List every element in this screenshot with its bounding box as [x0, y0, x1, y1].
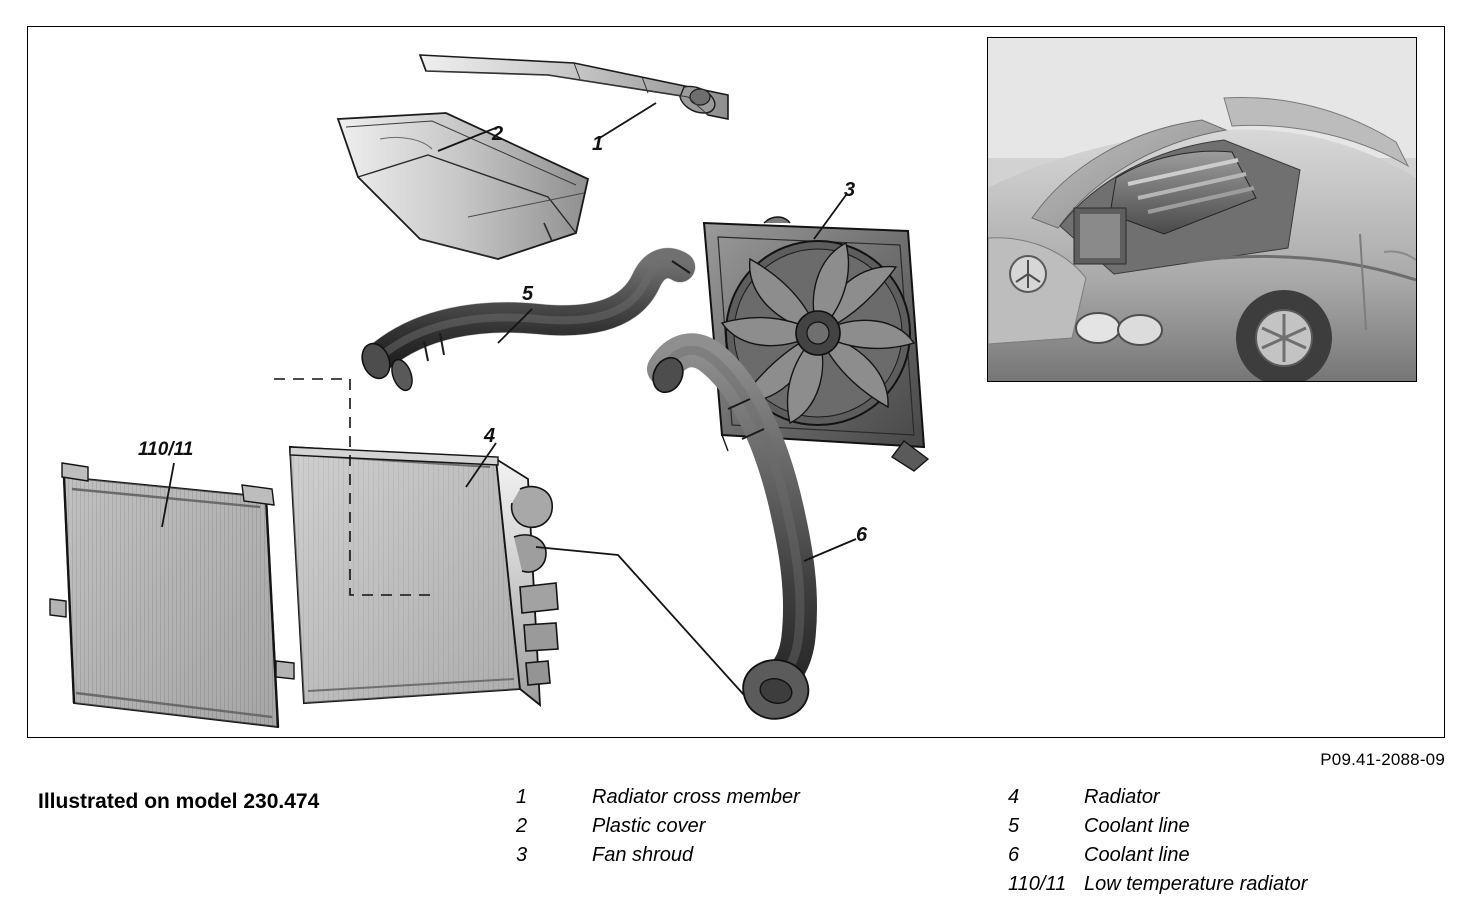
legend-label: Fan shroud	[592, 844, 694, 866]
legend-key: 2	[516, 815, 528, 837]
legend-key: 1	[516, 786, 528, 808]
legend-key: 3	[516, 844, 528, 866]
part-coolant-line-upper	[357, 261, 690, 393]
legend-key: 6	[1008, 844, 1020, 866]
legend-item	[1008, 815, 1307, 844]
legend-label: Radiator cross member	[592, 786, 800, 808]
callout-1: 1	[592, 133, 604, 155]
legend-key: 110/11	[1008, 873, 1067, 895]
callout-3: 3	[844, 179, 856, 201]
legend-label: Coolant line	[1084, 844, 1190, 866]
legend-key: 5	[1008, 815, 1020, 837]
legend-label: Plastic cover	[592, 815, 706, 837]
engine-bay-photo	[987, 37, 1417, 382]
callout-4: 4	[484, 425, 496, 447]
legend-item	[1008, 786, 1307, 815]
figure-frame	[27, 26, 1445, 738]
callout-110-11: 110/11	[138, 439, 194, 460]
callout-2: 2	[492, 123, 504, 145]
figure-id-code: P09.41-2088-09	[1320, 750, 1445, 769]
legend	[0, 780, 1472, 910]
model-note: Illustrated on model 230.474	[38, 790, 320, 813]
legend-item	[1008, 873, 1307, 902]
legend-column-right	[1008, 786, 1307, 902]
part-radiator	[274, 379, 558, 705]
legend-column-left	[516, 786, 800, 873]
legend-label: Coolant line	[1084, 815, 1190, 837]
callout-5: 5	[522, 283, 534, 305]
callout-6: 6	[856, 524, 868, 546]
part-low-temperature-radiator	[50, 463, 294, 727]
legend-item	[516, 786, 800, 815]
legend-item	[516, 815, 800, 844]
part-fan-shroud	[704, 217, 928, 471]
legend-label: Radiator	[1084, 786, 1160, 808]
legend-item	[1008, 844, 1307, 873]
legend-label: Low temperature radiator	[1084, 873, 1308, 895]
legend-item	[516, 844, 800, 873]
legend-key: 4	[1008, 786, 1020, 808]
part-plastic-cover	[338, 113, 588, 259]
part-radiator-cross-member	[420, 55, 728, 119]
